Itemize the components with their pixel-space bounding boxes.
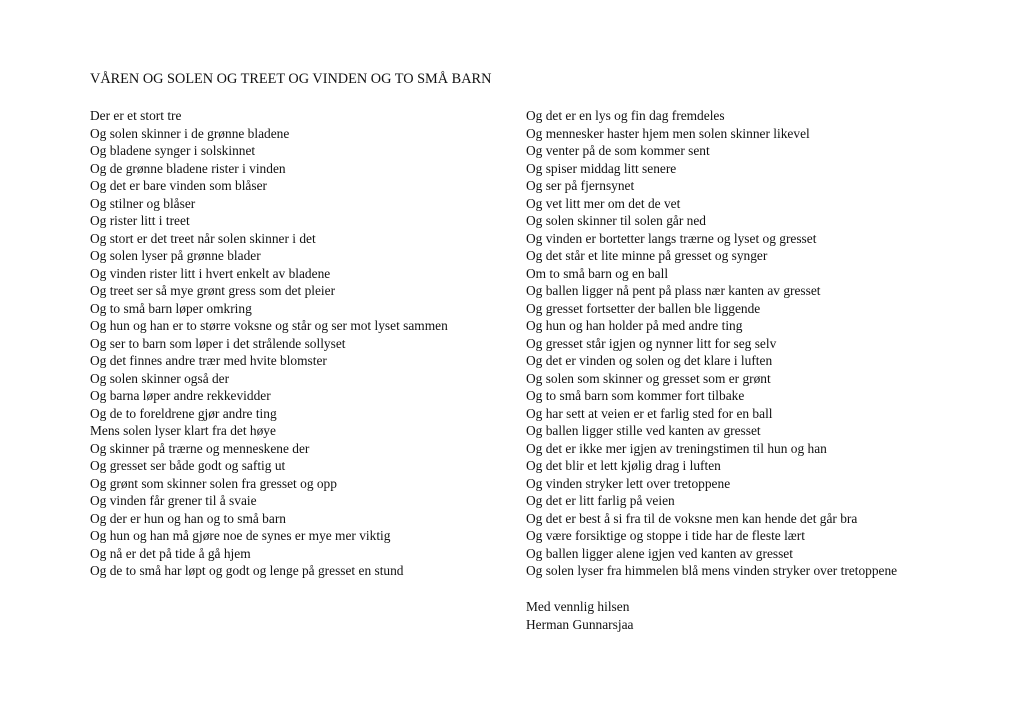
poem-line: Og ser to barn som løper i det strålende sollyset [90,335,346,351]
poem-line: Og solen som skinner og gresset som er grønt [526,370,771,386]
poem-line: Og de to små har løpt og godt og lenge på gresset en stund [90,563,404,578]
poem-line: Og vinden rister litt i hvert enkelt av bladene [90,265,331,281]
poem-line: Og solen skinner også der [90,370,230,386]
poem-line: Og det finnes andre trær med hvite blomster [90,353,327,368]
poem-line: Om to små barn og en ball [526,265,669,281]
poem-line: Og det er ikke mer igjen av treningstimen til hun og han [526,440,827,456]
poem-line: Og vet litt mer om det de vet [526,195,681,211]
poem-line: Og solen skinner til solen går ned [526,213,706,228]
poem-line: Og det er bare vinden som blåser [90,178,267,193]
poem-line: Og spiser middag litt senere [526,160,677,176]
poem-line: Og vinden stryker lett over tretoppene [526,475,731,491]
poem-line: Og to små barn løper omkring [90,300,252,316]
poem-title: VÅREN OG SOLEN OG TREET OG VINDEN OG TO SMÅ BARN [90,71,492,87]
poem-line: Og gresset står igjen og nynner litt for seg selv [526,335,777,351]
poem-line: Og de to foreldrene gjør andre ting [90,405,277,421]
poem-line: Og solen lyser på grønne blader [90,248,261,263]
poem-right-column [526,107,1006,580]
poem-line: Og det er best å si fra til de voksne men kan hende det går bra [526,510,858,526]
poem-line: Og solen lyser fra himmelen blå mens vinden stryker over tretoppene [526,563,898,578]
poem-line: Og vinden er bortetter langs trærne og lyset og gresset [526,230,817,246]
poem-line: Og mennesker haster hjem men solen skinner likevel [526,125,810,141]
poem-line: Og to små barn som kommer fort tilbake [526,388,745,403]
poem-line: Og vinden får grener til å svaie [90,493,257,508]
poem-line: Og stort er det treet når solen skinner i det [90,230,316,246]
poem-line: Og grønt som skinner solen fra gresset og opp [90,475,337,491]
poem-line: Og stilner og blåser [90,195,196,211]
signature-block [526,598,633,633]
poem-line: Og være forsiktige og stoppe i tide har de fleste lært [526,528,805,543]
poem-line: Og hun og han er to større voksne og står og ser mot lyset sammen [90,318,448,333]
poem-line: Og ballen ligger nå pent på plass nær kanten av gresset [526,283,821,298]
poem-line: Og de grønne bladene rister i vinden [90,160,286,176]
poem-line: Og skinner på trærne og menneskene der [90,440,310,456]
poem-line: Og gresset fortsetter der ballen ble liggende [526,300,761,316]
poem-line: Og solen skinner i de grønne bladene [90,125,290,141]
poem-line: Og det er en lys og fin dag fremdeles [526,108,725,123]
poem-line: Mens solen lyser klart fra det høye [90,423,276,438]
poem-line: Og det står et lite minne på gresset og synger [526,248,768,263]
poem-line: Og det er vinden og solen og det klare i luften [526,353,773,368]
poem-line: Og har sett at veien er et farlig sted for en ball [526,405,773,421]
poem-line: Og venter på de som kommer sent [526,143,710,158]
poem-line: Og gresset ser både godt og saftig ut [90,458,286,473]
poem-line: Og bladene synger i solskinnet [90,143,256,158]
poem-line: Og hun og han må gjøre noe de synes er mye mer viktig [90,528,391,543]
poem-line: Der er et stort tre [90,108,182,123]
poem-left-column [90,107,510,580]
closing-greeting: Med vennlig hilsen [526,599,630,614]
poem-line: Og barna løper andre rekkevidder [90,388,271,403]
poem-line: Og ser på fjernsynet [526,178,635,193]
poem-line: Og det blir et lett kjølig drag i luften [526,458,721,473]
author-name: Herman Gunnarsjaa [526,616,634,632]
poem-line: Og nå er det på tide å gå hjem [90,545,251,561]
poem-line: Og rister litt i treet [90,213,190,228]
poem-line: Og treet ser så mye grønt gress som det pleier [90,283,336,298]
poem-line: Og der er hun og han og to små barn [90,510,286,526]
poem-line: Og hun og han holder på med andre ting [526,318,743,333]
poem-line: Og ballen ligger stille ved kanten av gresset [526,423,761,438]
poem-line: Og det er litt farlig på veien [526,493,675,508]
poem-line: Og ballen ligger alene igjen ved kanten av gresset [526,545,793,561]
